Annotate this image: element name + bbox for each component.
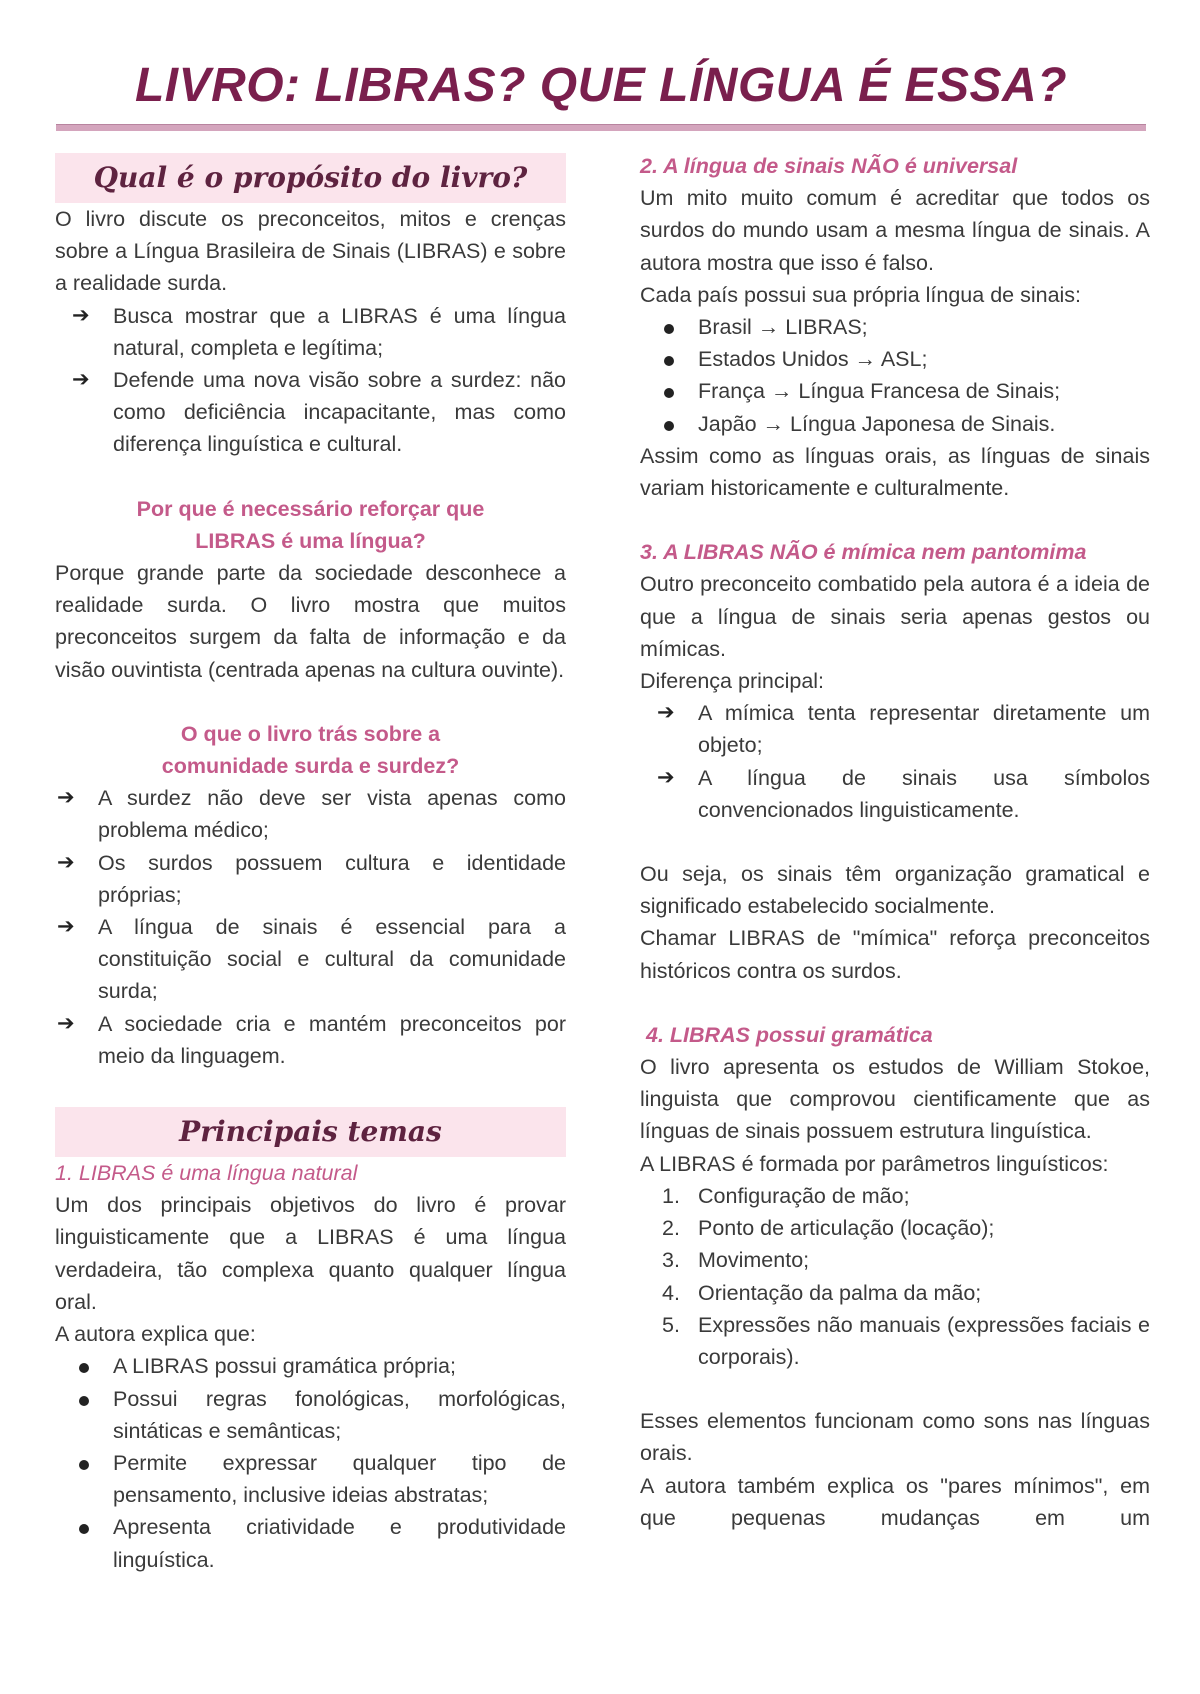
list-item: ➔ A língua de sinais é essencial para a constituição social e cultural da comunidade surda; [55, 911, 566, 1008]
theme1-intro: A autora explica que: [55, 1322, 256, 1347]
list-item: 1. Configuração de mão; [640, 1180, 1150, 1212]
theme3-intro: Diferença principal: [640, 669, 825, 694]
theme2-outro: Assim como as línguas orais, as línguas de sinais variam historicamente e culturalmente. [640, 443, 1150, 501]
list-item: ➔ Busca mostrar que a LIBRAS é uma língua natural, completa e legítima; [70, 300, 566, 364]
theme2-list [640, 311, 1150, 440]
bullet-icon [664, 356, 674, 366]
purpose-list [55, 300, 566, 461]
theme3-list [640, 697, 1150, 826]
theme2-heading: 2. A língua de sinais NÃO é universal [640, 154, 1018, 178]
arrow-icon: ➔ [72, 368, 90, 392]
why-heading: Por que é necessário reforçar que LIBRAS é uma língua? [136, 496, 485, 553]
bullet-icon [79, 1460, 89, 1470]
bullet-icon [79, 1524, 89, 1534]
bullet-icon [664, 324, 674, 334]
theme4-list [640, 1180, 1150, 1373]
bullet-icon [79, 1363, 89, 1373]
list-item: Apresenta criatividade e produtividade linguística. [55, 1511, 566, 1575]
community-heading: O que o livro trás sobre a comunidade surda e surdez? [161, 721, 460, 779]
theme4-heading: 4. LIBRAS possui gramática [646, 1022, 933, 1047]
list-item: A LIBRAS possui gramática própria; [55, 1350, 566, 1382]
list-item: Estados Unidos → ASL; [640, 343, 1150, 375]
theme3-outro-1: Ou seja, os sinais têm organização gramatical e significado estabelecido socialmente. [640, 862, 1150, 919]
list-item: ➔ A língua de sinais usa símbolos convencionados linguisticamente. [655, 762, 1150, 826]
arrow-icon: ➔ [657, 765, 675, 789]
theme4-text: O livro apresenta os estudos de William Stokoe, linguista que comprovou cientificamente que as línguas de sinais possuem estrutura linguística. [640, 1055, 1150, 1144]
list-number: 3. [662, 1248, 680, 1273]
page-title: LIVRO: LIBRAS? QUE LÍNGUA É ESSA? [134, 59, 1068, 112]
list-number: 4. [662, 1280, 680, 1305]
list-number: 5. [662, 1312, 680, 1337]
list-item: Brasil → LIBRAS; [640, 311, 1150, 343]
list-item: ➔ A mímica tenta representar diretamente um objeto; [655, 697, 1150, 761]
list-item: 3. Movimento; [640, 1244, 1150, 1276]
theme3-heading: 3. A LIBRAS NÃO é mímica nem pantomima [640, 540, 1087, 565]
list-item: ➔ Defende uma nova visão sobre a surdez: não como deficiência incapacitante, mas como diferença linguística e cultural. [70, 364, 566, 461]
community-list [55, 782, 566, 1072]
purpose-heading: Qual é o propósito do livro? [55, 153, 566, 203]
theme3-text: Outro preconceito combatido pela autora é a ideia de que a língua de sinais seria apenas gestos ou mímicas. [640, 572, 1150, 661]
why-text: Porque grande parte da sociedade desconhece a realidade surda. O livro mostra que muitos preconceitos surgem da falta de informação e da visão ouvintista (centrada apenas na cultura ouvinte). [55, 561, 566, 682]
list-item: 4. Orientação da palma da mão; [640, 1277, 1150, 1309]
list-item: Japão → Língua Japonesa de Sinais. [640, 408, 1150, 440]
list-item: ➔ Os surdos possuem cultura e identidade próprias; [55, 847, 566, 911]
bullet-icon [79, 1396, 89, 1406]
list-item: ➔ A surdez não deve ser vista apenas como problema médico; [55, 782, 566, 846]
theme2-text: Um mito muito comum é acreditar que todos os surdos do mundo usam a mesma língua de sinais. A autora mostra que isso é falso. [640, 186, 1150, 275]
theme1-list [55, 1350, 566, 1575]
list-number: 1. [662, 1183, 680, 1208]
bullet-icon [664, 421, 674, 431]
left-column [55, 150, 566, 1576]
list-number: 2. [662, 1216, 680, 1241]
right-column [640, 150, 1150, 1534]
arrow-icon: ➔ [57, 786, 75, 810]
arrow-icon: ➔ [72, 303, 90, 327]
theme1-text: Um dos principais objetivos do livro é provar linguisticamente que a LIBRAS é uma língua verdadeira, tão complexa quanto qualquer língua oral. [55, 1193, 566, 1314]
list-item: 5. Expressões não manuais (expressões faciais e corporais). [640, 1309, 1150, 1373]
bullet-icon [664, 388, 674, 398]
title-divider [56, 124, 1146, 131]
list-item: ➔ A sociedade cria e mantém preconceitos por meio da linguagem. [55, 1008, 566, 1072]
theme4-intro: A LIBRAS é formada por parâmetros linguísticos: [640, 1151, 1109, 1176]
arrow-icon: ➔ [57, 850, 75, 874]
list-item: França → Língua Francesa de Sinais; [640, 375, 1150, 407]
theme4-outro-2: A autora também explica os "pares mínimos", em que pequenas mudanças em um [640, 1473, 1150, 1530]
themes-heading: Principais temas [55, 1107, 566, 1157]
list-item: Permite expressar qualquer tipo de pensamento, inclusive ideias abstratas; [55, 1447, 566, 1511]
list-item: Possui regras fonológicas, morfológicas, sintáticas e semânticas; [55, 1383, 566, 1447]
theme1-heading: 1. LIBRAS é uma língua natural [55, 1161, 358, 1186]
theme4-outro-1: Esses elementos funcionam como sons nas línguas orais. [640, 1409, 1150, 1466]
arrow-icon: ➔ [657, 701, 675, 725]
arrow-icon: ➔ [57, 1011, 75, 1035]
arrow-icon: ➔ [57, 915, 75, 939]
theme3-outro-2: Chamar LIBRAS de "mímica" reforça preconceitos históricos contra os surdos. [640, 926, 1150, 983]
theme2-intro: Cada país possui sua própria língua de sinais: [640, 282, 1082, 307]
purpose-text: O livro discute os preconceitos, mitos e crenças sobre a Língua Brasileira de Sinais (LIBRAS) e sobre a realidade surda. [55, 207, 566, 296]
list-item: 2. Ponto de articulação (locação); [640, 1212, 1150, 1244]
